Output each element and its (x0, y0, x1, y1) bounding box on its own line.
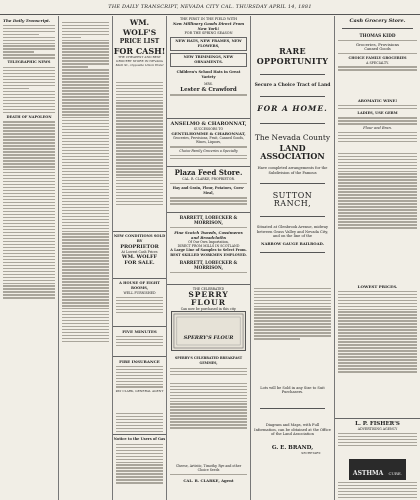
ad-headline: New Millinery Goods Direct From New York! (172, 21, 245, 32)
ad-house-title: A HOUSE OF EIGHT ROOMS, (119, 281, 160, 290)
ad-fire-insurance: FIRE INSURANCE (119, 359, 160, 364)
masthead: THE DAILY TRANSCRIPT, NEVADA CITY CAL. THURSDAY APRIL 14, 1881 (0, 0, 420, 15)
ad-line: ADVERTISING AGENCY (357, 427, 398, 431)
ad-line: GENTILHOMME & CHARONNAT, (171, 131, 246, 137)
column-news (0, 16, 58, 500)
ad-line: Canned Goods (364, 46, 391, 51)
ad-address: Main St., Opposite Union Hotel (115, 63, 164, 68)
ad-line: A SPECIALTY. (366, 60, 389, 65)
ad-line: Cheese, Artistic, Timothy, Rye and other Choice Seeds (175, 464, 242, 473)
ad-anselmo: ANSELMO & CHARONNAT, (170, 121, 247, 127)
ad-line: WM. WOLFF (121, 254, 158, 261)
ad-five-minutes: FIVE MINUTES (122, 329, 157, 334)
ad-line: FOR THE SPRING SEASON (184, 31, 233, 36)
section-heading: DEATH OF NAPOLEON (6, 114, 52, 119)
column-merchants (167, 16, 250, 500)
ad-house-sub: WELL FURNISHED (123, 291, 156, 295)
ad-line: CAL. R. CLARKE, PROPRIETOR. (182, 177, 235, 181)
land-association: LAND ASSOCIATION (260, 143, 325, 161)
ad-line: NEW HATS, NEW FRAMES, NEW FLOWERS, (175, 39, 242, 49)
section-heading: TELEGRAPHIC NEWS (7, 60, 51, 65)
ad-cheapest: THE CHEAPEST AND BEST GROCERY STORE IN NEVADA (116, 55, 163, 63)
ad-cure: CURE. (388, 471, 403, 476)
ad-line: THE FIRST IN THE FIELD WITH (179, 17, 238, 21)
ad-line: Can now be purchased in this city. (180, 307, 237, 312)
land-sutton-ranch: SUTTON RANCH, (272, 191, 313, 208)
land-offers: Have completed arrangements for the Subdivision of the Famous (257, 166, 328, 175)
land-diagram: Diagram and Maps, with Full Information, can be obtained at the Office of the Land Association (254, 423, 331, 437)
ad-line: CAL. R. CLARKE, Agent (183, 478, 234, 484)
land-for-a-home: FOR A HOME. (257, 104, 328, 113)
ad-line: CHOICE FAMILY GROCERIES (348, 55, 407, 60)
ad-line: BEST SKILLED WORKMEN EMPLOYED. (170, 252, 247, 257)
sperry-label-text: SPERRY'S FLOUR (183, 335, 234, 341)
land-lots: Lots will be Sold in any Size to Suit Purchasers. (260, 386, 325, 395)
ad-line: SUCCESSORS TO (193, 127, 224, 131)
ad-price-list: PRICE LIST (119, 38, 160, 45)
land-secure: Secure a Choice Tract of Land (254, 83, 331, 88)
ad-line: SPERRY'S CELEBRATED BREAKFAST GEMMES, (174, 356, 243, 365)
ad-sperry-flour: SPERRY FLOUR (188, 290, 229, 308)
ad-line: Groceries, Provisions, Fruit, Canned Goods, Wines, Liquors, (172, 136, 245, 145)
ad-title: WM. WOLF'S (122, 18, 157, 37)
ad-line: NEW CONDITIONS SOLD BY (113, 234, 166, 243)
land-railroad: NARROW GAUGE RAILROAD. (260, 240, 324, 246)
ad-line: A Large Line of Samples to Select From. (170, 247, 247, 252)
column-wolf-ads (113, 16, 166, 500)
ad-line: Hay and Grain, Flour, Potatoes, Corn-Meal, (172, 185, 245, 195)
land-brand: G. E. BRAND, (271, 444, 314, 451)
ad-for-cash: FOR CASH! (113, 46, 166, 56)
ad-line: Choice Family Groceries a Specialty (179, 149, 238, 154)
ad-plaza-feed-store: Plaza Feed Store. (174, 168, 243, 177)
ad-lowest-prices: LOWEST PRICES. (357, 284, 398, 289)
ad-notice: Notice to the Users of Gas (113, 437, 166, 441)
ad-fishers: L. P. FISHER'S (355, 421, 400, 427)
sperry-label-image (171, 311, 246, 351)
ad-thomas-kidd: THOMAS KIDD (359, 33, 396, 38)
ad-barrett: BARRETT, LOBECKER & MORRISON, (179, 259, 238, 270)
ad-fire-sub: PAY CLARK, GENERAL AGENT (115, 389, 164, 394)
ad-line: At Lowest Cash Prices (121, 250, 158, 254)
land-secretary: SECRETARY. (301, 450, 321, 455)
ad-line: MRS. (204, 82, 213, 87)
land-county: The Nevada County (254, 133, 331, 142)
ad-line: DIRECT FROM MILLS IN SCOTLAND (177, 243, 240, 248)
ad-aromatic-wine: AROMATIC WINE! (357, 98, 398, 103)
column-heading: The Daily Transcript. (3, 18, 51, 23)
ad-barrett: BARRETT, LOBECKER & MORRISON, (179, 215, 238, 225)
ad-line: NEW TRIMMINGS, NEW ORNAMENTS. (183, 55, 234, 65)
ad-line: PROPRIETOR (120, 244, 159, 250)
ad-line: Of Our Own Importation, (188, 239, 229, 244)
land-situated: Situated at Glenbrook Avenue, midway between Grass Valley and Nevada City, and on the line of the (256, 225, 329, 238)
ad-line: THE CELEBRATED (192, 287, 225, 291)
ad-asthma: ASTHMA (352, 470, 384, 477)
ad-lester-crawford: Lester & Crawford (180, 86, 237, 93)
ad-flour-bran: Flour and Bran. (363, 126, 392, 131)
ad-line: FOR SALE. (124, 260, 155, 267)
column-land (251, 16, 334, 500)
land-rare-opportunity: RARE OPPORTUNITY (256, 46, 329, 66)
ad-line: Fine Scotch Tweeds, Cassimeres and Broadcloths (174, 229, 243, 240)
ad-ladies: LADIES, USE GERM (357, 110, 398, 115)
asthma-box (349, 459, 406, 480)
column-news-2 (59, 16, 112, 500)
ad-line: Children's School Hats in Great Variety (176, 70, 241, 80)
column-grocery (335, 16, 420, 500)
ad-cash-grocery: Cash Grocery Store. (349, 18, 406, 24)
ad-line: Groceries, Provisions (355, 41, 400, 47)
